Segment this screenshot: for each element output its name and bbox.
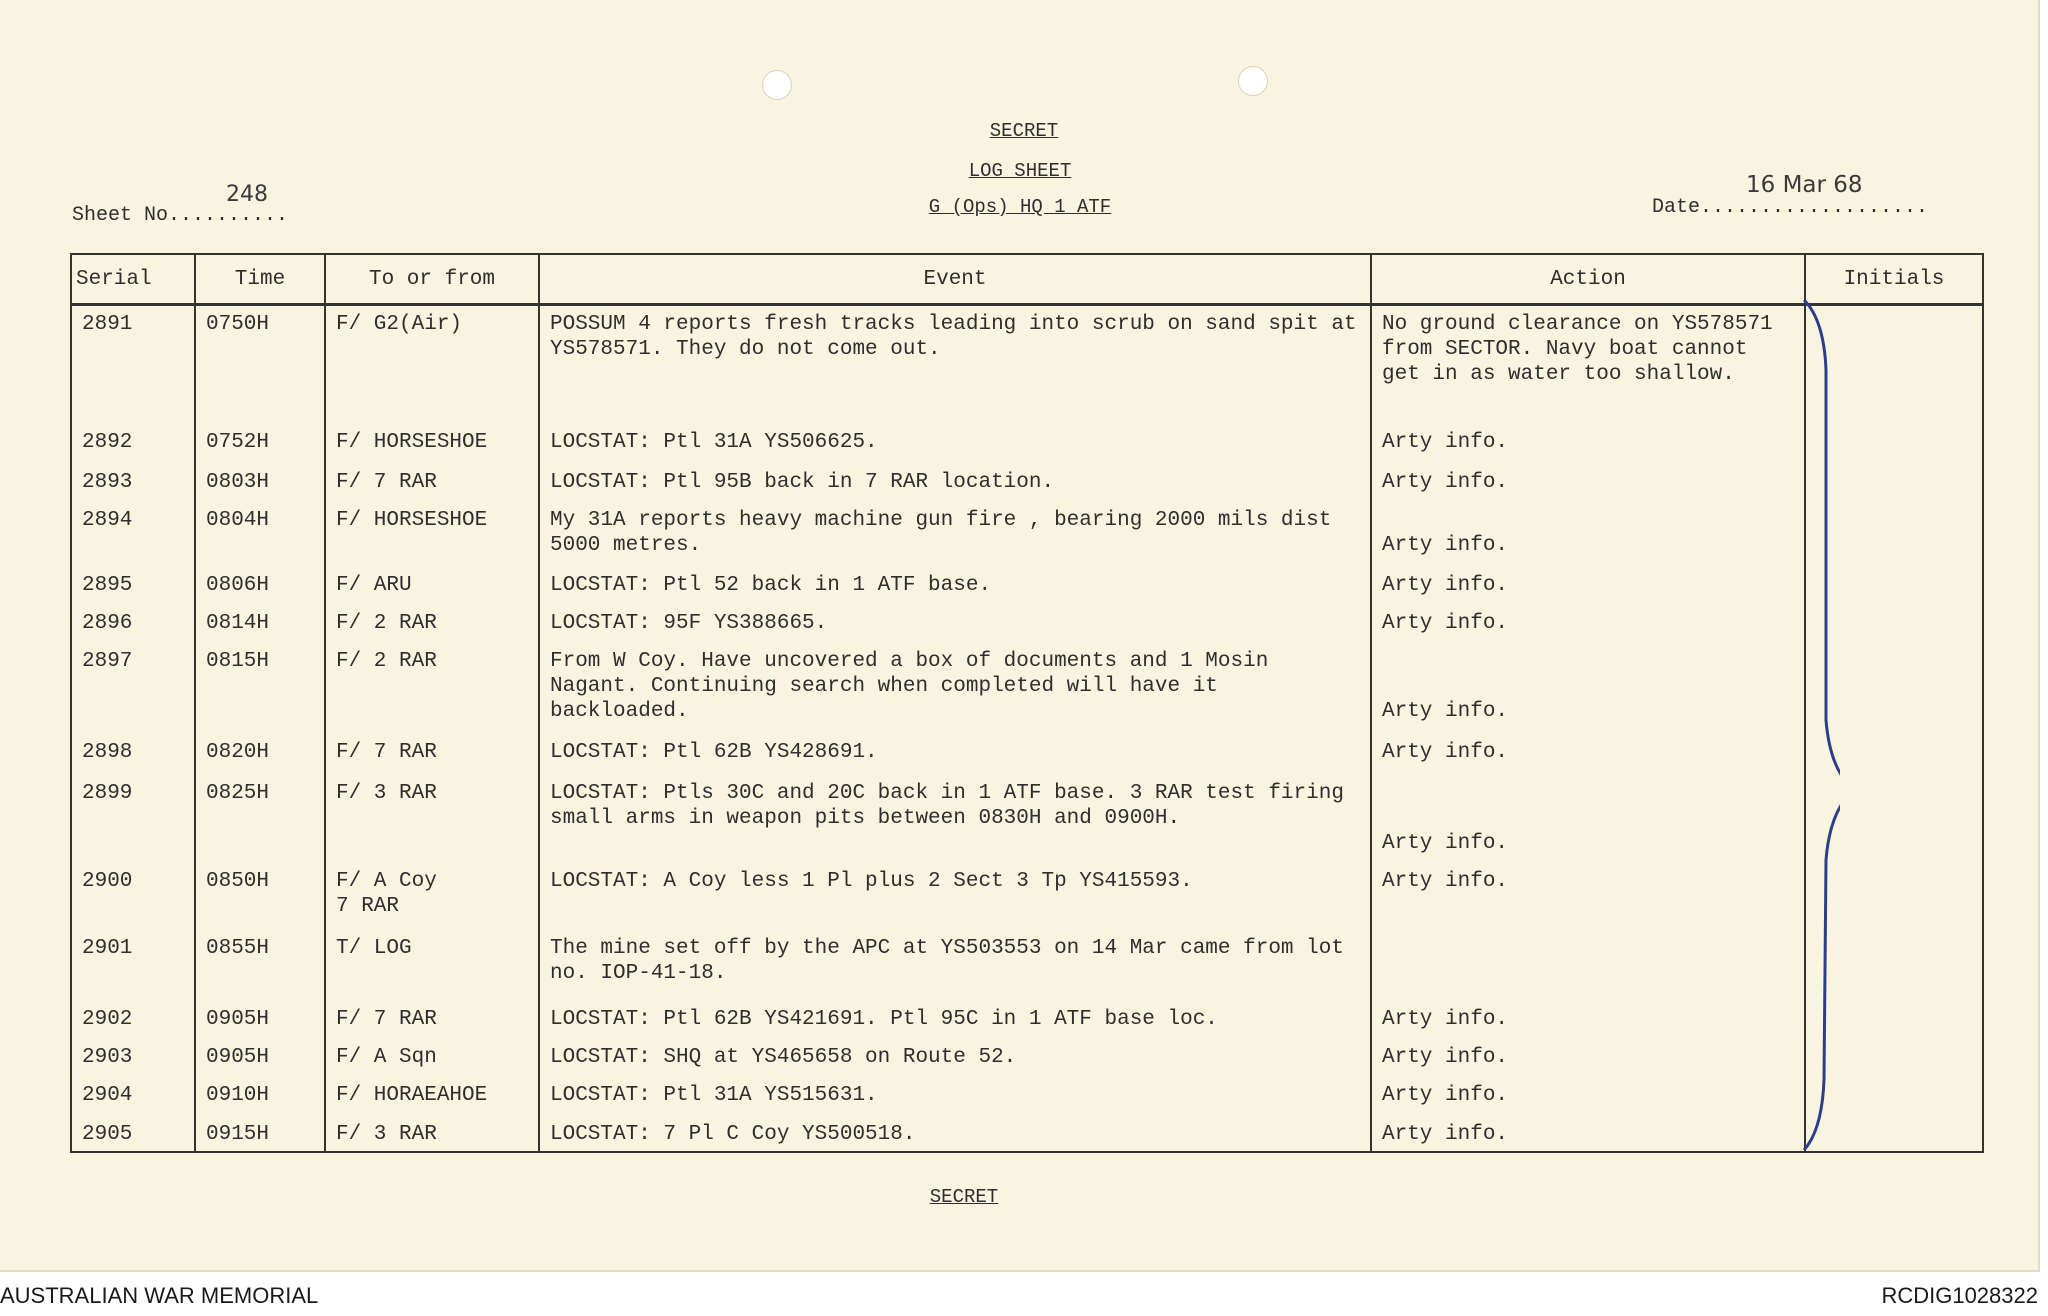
to-from-cell: F/ A Sqn: [325, 1039, 539, 1077]
table-row: [71, 567, 1983, 605]
log-table: [70, 253, 1984, 1153]
action-cell: Arty info.: [1371, 1039, 1805, 1077]
to-from-cell: F/ 2 RAR: [325, 605, 539, 643]
time-cell: 0752H: [195, 424, 325, 464]
to-from-cell: F/ 3 RAR: [325, 1116, 539, 1152]
punch-hole-left: [762, 70, 792, 100]
action-cell: Arty info.: [1371, 1001, 1805, 1039]
serial-cell: 2900: [71, 863, 195, 930]
action-cell: Arty info.: [1371, 1116, 1805, 1152]
serial-cell: 2896: [71, 605, 195, 643]
serial-cell: 2891: [71, 305, 195, 424]
table-row: [71, 1001, 1983, 1039]
unit-name: G (Ops) HQ 1 ATF: [928, 196, 1112, 218]
date-label: Date...................: [1652, 196, 1929, 219]
action-cell: Arty info.: [1371, 424, 1805, 464]
archive-reference: RCDIG1028322: [1881, 1283, 2038, 1308]
table-row: [71, 1116, 1983, 1152]
time-cell: 0905H: [195, 1039, 325, 1077]
classification-bottom: SECRET: [929, 1186, 999, 1208]
serial-cell: 2898: [71, 734, 195, 774]
time-cell: 0815H: [195, 643, 325, 734]
serial-cell: 2905: [71, 1116, 195, 1152]
action-cell: Arty info.: [1371, 464, 1805, 502]
table-row: [71, 775, 1983, 864]
event-cell: From W Coy. Have uncovered a box of documents and 1 Mosin Nagant. Continuing search when completed will have it backloaded.: [539, 643, 1371, 734]
time-cell: 0750H: [195, 305, 325, 424]
table-row: [71, 1077, 1983, 1115]
time-cell: 0910H: [195, 1077, 325, 1115]
serial-cell: 2895: [71, 567, 195, 605]
table-row: [71, 930, 1983, 1001]
event-cell: The mine set off by the APC at YS503553 on 14 Mar came from lot no. IOP-41-18.: [539, 930, 1371, 1001]
to-from-cell: F/ 7 RAR: [325, 734, 539, 774]
action-cell: [1371, 930, 1805, 1001]
serial-cell: 2899: [71, 775, 195, 864]
event-cell: LOCSTAT: SHQ at YS465658 on Route 52.: [539, 1039, 1371, 1077]
to-from-cell: T/ LOG: [325, 930, 539, 1001]
table-row: [71, 605, 1983, 643]
to-from-cell: F/ G2(Air): [325, 305, 539, 424]
event-cell: LOCSTAT: Ptl 62B YS428691.: [539, 734, 1371, 774]
date-value: 16 Mar 68: [1746, 172, 1863, 198]
to-from-cell: F/ 2 RAR: [325, 643, 539, 734]
time-cell: 0804H: [195, 502, 325, 567]
column-header-event: Event: [539, 254, 1371, 305]
table-row: [71, 734, 1983, 774]
time-cell: 0820H: [195, 734, 325, 774]
table-row: [71, 643, 1983, 734]
column-header-to-or-from: To or from: [325, 254, 539, 305]
to-from-cell: F/ HORSESHOE: [325, 502, 539, 567]
table-header-row: [71, 254, 1983, 305]
serial-cell: 2897: [71, 643, 195, 734]
sheet-number-value: 248: [226, 182, 268, 207]
serial-cell: 2903: [71, 1039, 195, 1077]
event-cell: LOCSTAT: Ptl 95B back in 7 RAR location.: [539, 464, 1371, 502]
serial-cell: 2894: [71, 502, 195, 567]
table-row: [71, 464, 1983, 502]
table-row: [71, 863, 1983, 930]
serial-cell: 2902: [71, 1001, 195, 1039]
action-cell: Arty info.: [1371, 1077, 1805, 1115]
time-cell: 0915H: [195, 1116, 325, 1152]
time-cell: 0806H: [195, 567, 325, 605]
action-cell: Arty info.: [1371, 775, 1805, 864]
action-cell: Arty info.: [1371, 643, 1805, 734]
to-from-cell: F/ 7 RAR: [325, 1001, 539, 1039]
event-cell: LOCSTAT: Ptls 30C and 20C back in 1 ATF base. 3 RAR test firing small arms in weapon pits between 0830H and 0900H.: [539, 775, 1371, 864]
serial-cell: 2904: [71, 1077, 195, 1115]
action-cell: Arty info.: [1371, 567, 1805, 605]
action-cell: No ground clearance on YS578571 from SECTOR. Navy boat cannot get in as water too shallow.: [1371, 305, 1805, 424]
action-cell: Arty info.: [1371, 863, 1805, 930]
event-cell: LOCSTAT: Ptl 31A YS506625.: [539, 424, 1371, 464]
event-cell: LOCSTAT: 95F YS388665.: [539, 605, 1371, 643]
event-cell: LOCSTAT: A Coy less 1 Pl plus 2 Sect 3 Tp YS415593.: [539, 863, 1371, 930]
document-title: LOG SHEET: [968, 160, 1072, 182]
serial-cell: 2893: [71, 464, 195, 502]
archive-credit: AUSTRALIAN WAR MEMORIAL: [0, 1283, 319, 1308]
serial-cell: 2901: [71, 930, 195, 1001]
table-row: [71, 1039, 1983, 1077]
to-from-cell: F/ 3 RAR: [325, 775, 539, 864]
event-cell: LOCSTAT: Ptl 62B YS421691. Ptl 95C in 1 ATF base loc.: [539, 1001, 1371, 1039]
event-cell: LOCSTAT: 7 Pl C Coy YS500518.: [539, 1116, 1371, 1152]
column-header-initials: Initials: [1805, 254, 1983, 305]
sheet-number-label: Sheet No..........: [72, 204, 289, 227]
table-row: [71, 305, 1983, 424]
column-header-time: Time: [195, 254, 325, 305]
action-cell: Arty info.: [1371, 605, 1805, 643]
classification-top: SECRET: [989, 120, 1059, 142]
column-header-action: Action: [1371, 254, 1805, 305]
initials-bracket-mark: [1800, 300, 1840, 1150]
time-cell: 0803H: [195, 464, 325, 502]
action-cell: Arty info.: [1371, 734, 1805, 774]
time-cell: 0905H: [195, 1001, 325, 1039]
to-from-cell: F/ 7 RAR: [325, 464, 539, 502]
time-cell: 0850H: [195, 863, 325, 930]
event-cell: POSSUM 4 reports fresh tracks leading into scrub on sand spit at YS578571. They do not come out.: [539, 305, 1371, 424]
time-cell: 0855H: [195, 930, 325, 1001]
time-cell: 0814H: [195, 605, 325, 643]
event-cell: LOCSTAT: Ptl 52 back in 1 ATF base.: [539, 567, 1371, 605]
to-from-cell: F/ A Coy 7 RAR: [325, 863, 539, 930]
action-cell: Arty info.: [1371, 502, 1805, 567]
table-row: [71, 424, 1983, 464]
to-from-cell: F/ HORAEAHOE: [325, 1077, 539, 1115]
to-from-cell: F/ HORSESHOE: [325, 424, 539, 464]
column-header-serial: Serial: [71, 254, 195, 305]
event-cell: My 31A reports heavy machine gun fire , bearing 2000 mils dist 5000 metres.: [539, 502, 1371, 567]
serial-cell: 2892: [71, 424, 195, 464]
table-row: [71, 502, 1983, 567]
event-cell: LOCSTAT: Ptl 31A YS515631.: [539, 1077, 1371, 1115]
to-from-cell: F/ ARU: [325, 567, 539, 605]
time-cell: 0825H: [195, 775, 325, 864]
punch-hole-right: [1238, 66, 1268, 96]
